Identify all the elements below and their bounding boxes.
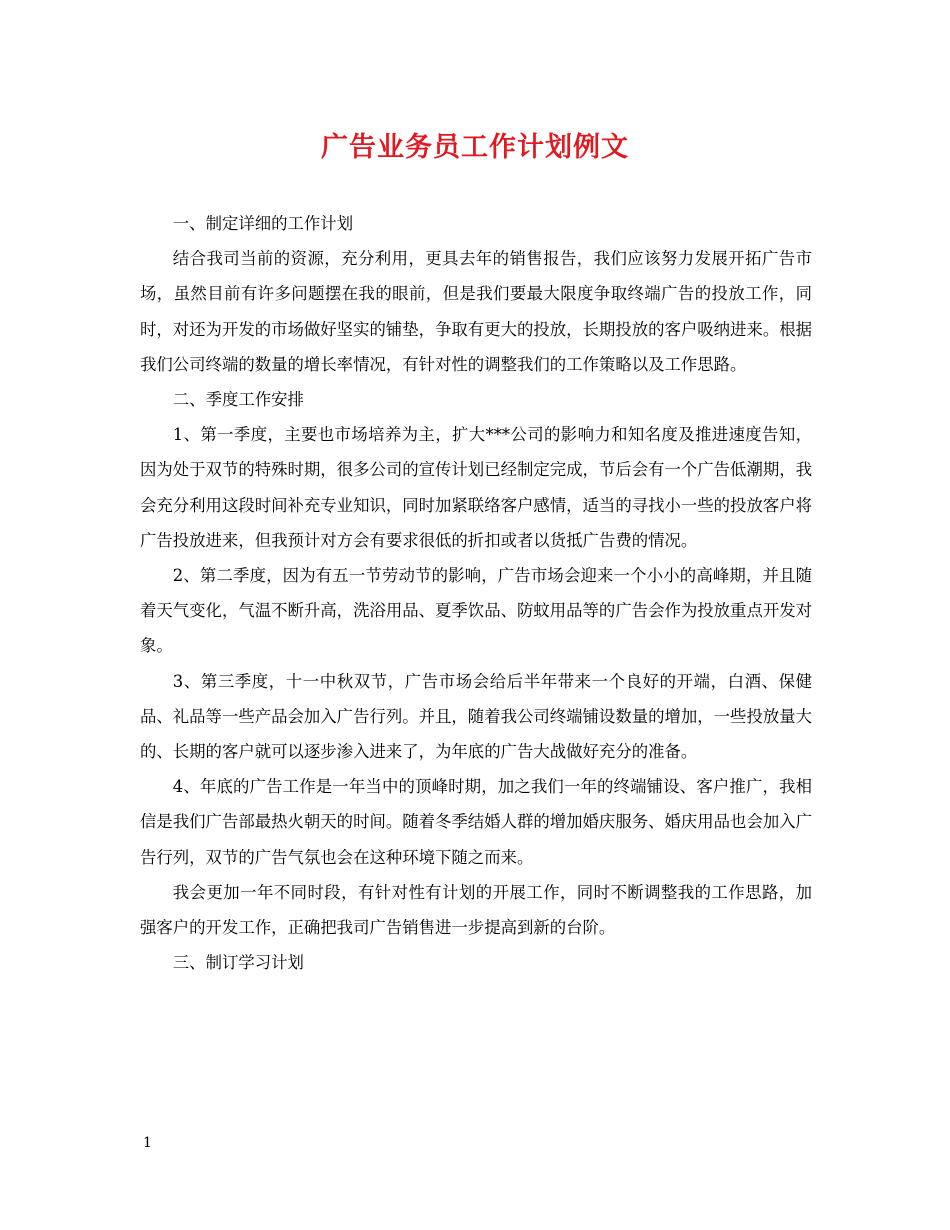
section-heading: 一、制定详细的工作计划: [172, 214, 354, 233]
paragraph: 我会更加一年不同时段，有针对性有计划的开展工作，同时不断调整我的工作思路，加强客户的开发工作，正确把我司广告销售进一步提高到新的台阶。: [140, 882, 812, 938]
paragraph: 结合我司当前的资源，充分利用，更具去年的销售报告，我们应该努力发展开拓广告市场，虽然目前有许多问题摆在我的眼前，但是我们要最大限度争取终端广告的投放工作，同时，对还为开发的市场做好坚实的铺垫，争取有更大的投放，长期投放的客户吸纳进来。根据我们公司终端的数量的增长率情况，有针对性的调整我们的工作策略以及工作思路。: [140, 249, 813, 374]
paragraph: 4、年底的广告工作是一年当中的顶峰时期，加之我们一年的终端铺设、客户推广，我相信是我们广告部最热火朝天的时间。随着冬季结婚人群的增加婚庆服务、婚庆用品也会加入广告行列，双节的广告气氛也会在这种环境下随之而来。: [140, 777, 813, 867]
page-number: 1: [143, 1135, 152, 1151]
paragraph: 3、第三季度，十一中秋双节，广告市场会给后半年带来一个良好的开端，白酒、保健品、礼品等一些产品会加入广告行列。并且，随着我公司终端铺设数量的增加，一些投放量大的、长期的客户就可以逐步渗入进来了，为年底的广告大战做好充分的准备。: [140, 671, 813, 762]
section-heading: 三、制订学习计划: [172, 953, 304, 973]
document-body: [140, 206, 812, 980]
paragraph: 2、第二季度，因为有五一节劳动节的影响，广告市场会迎来一个小小的高峰期，并且随着天气变化，气温不断升高，洗浴用品、夏季饮品、防蚊用品等的广告会作为投放重点开发对象。: [140, 566, 813, 656]
paragraph: 1、第一季度，主要也市场培养为主，扩大***公司的影响力和知名度及推进速度告知，因为处于双节的特殊时期，很多公司的宣传计划已经制定完成，节后会有一个广告低潮期，我会充分利用这段时间补充专业知识，同时加紧联络客户感情，适当的寻找小一些的投放客户将广告投放进来，但我预计对方会有要求很低的折扣或者以货抵广告费的情况。: [140, 425, 813, 550]
document-title: 广告业务员工作计划例文: [321, 132, 629, 163]
section-heading: 二、季度工作安排: [172, 390, 304, 410]
